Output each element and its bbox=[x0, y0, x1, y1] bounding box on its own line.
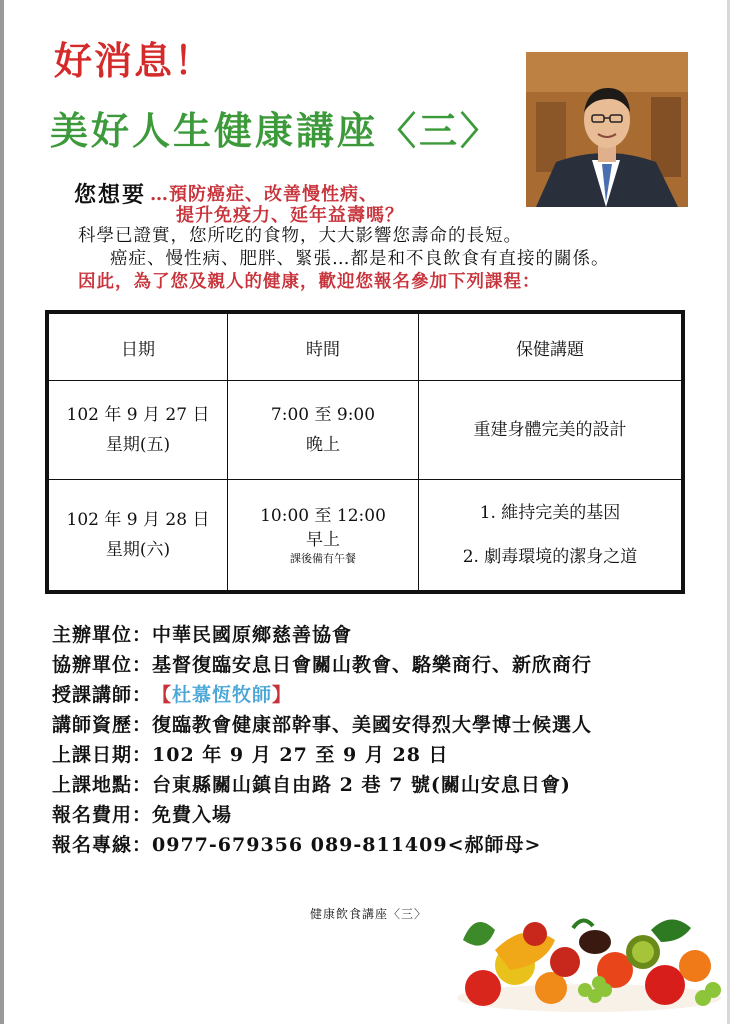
date-cell bbox=[47, 479, 228, 592]
credentials-row bbox=[52, 710, 592, 740]
time-text: 7:00 至 9:00 bbox=[270, 405, 376, 426]
date-text: 102 年 9 月 28 日 bbox=[66, 509, 210, 530]
dates-row bbox=[52, 740, 592, 770]
page-left-edge bbox=[0, 0, 4, 1024]
seminar-title: 美好人生健康講座〈三〉 bbox=[50, 108, 502, 153]
weekday-text: 星期(六) bbox=[105, 539, 171, 560]
dates-label: 上課日期： bbox=[52, 744, 153, 766]
body-line-2: 癌症、慢性病、肥胖、緊張…都是和不良飲食有直接的關係。 bbox=[110, 249, 610, 269]
credentials-value: 復臨教會健康部幹事、美國安得烈大學博士候選人 bbox=[152, 714, 593, 736]
lecturer-name: 杜慕恆牧師 bbox=[172, 684, 273, 706]
co-organizer-row bbox=[52, 650, 592, 680]
topic-item: 1. 維持完美的基因 bbox=[479, 502, 621, 523]
topic-item: 重建身體完美的設計 bbox=[473, 420, 627, 441]
body-line-3: 因此，為了您及親人的健康，歡迎您報名參加下列課程： bbox=[78, 272, 541, 292]
hotline-label: 報名專線： bbox=[52, 834, 153, 856]
fee-row bbox=[52, 800, 592, 830]
schedule-table bbox=[45, 310, 685, 594]
lecturer-label: 授課講師： bbox=[52, 684, 153, 706]
location-row bbox=[52, 770, 592, 800]
fee-label: 報名費用： bbox=[52, 804, 153, 826]
schedule-row bbox=[47, 381, 683, 480]
lecturer-photo bbox=[526, 52, 688, 207]
period-text: 晚上 bbox=[306, 435, 340, 456]
event-info bbox=[52, 620, 592, 860]
schedule-header-row bbox=[47, 312, 683, 381]
hotline-row bbox=[52, 830, 592, 860]
schedule-row bbox=[47, 479, 683, 592]
lecturer-row bbox=[52, 680, 592, 710]
weekday-text: 星期(五) bbox=[105, 435, 171, 456]
date-cell bbox=[47, 381, 228, 480]
topic-item: 2. 劇毒環境的潔身之道 bbox=[462, 546, 638, 567]
period-text: 早上 bbox=[306, 529, 340, 550]
organizer-row bbox=[52, 620, 592, 650]
organizer-value: 中華民國原鄉慈善協會 bbox=[152, 624, 353, 646]
want-line-1: …預防癌症、改善慢性病、 bbox=[150, 184, 378, 205]
credentials-label: 講師資歷： bbox=[52, 714, 153, 736]
organizer-label: 主辦單位： bbox=[52, 624, 153, 646]
co-organizer-label: 協辦單位： bbox=[52, 654, 153, 676]
time-cell bbox=[228, 381, 419, 480]
dates-value: 102 年 9 月 27 至 9 月 28 日 bbox=[152, 744, 449, 766]
footer-note: 健康飲食講座〈三〉 bbox=[310, 907, 428, 921]
body-line-1: 科學已證實，您所吃的食物，大大影響您壽命的長短。 bbox=[78, 226, 522, 246]
hotline-value: 0977-679356 089-811409<郝師母> bbox=[152, 834, 542, 856]
fee-value: 免費入場 bbox=[152, 804, 233, 826]
date-text: 102 年 9 月 27 日 bbox=[66, 405, 210, 426]
want-line-2: 提升免疫力、延年益壽嗎？ bbox=[176, 205, 404, 226]
lunch-note: 課後備有午餐 bbox=[290, 551, 356, 565]
header-date: 日期 bbox=[47, 312, 228, 381]
location-value: 台東縣關山鎮自由路 2 巷 7 號(關山安息日會) bbox=[152, 774, 571, 796]
time-text: 10:00 至 12:00 bbox=[260, 505, 386, 526]
lecturer-bracket-open: 【 bbox=[152, 684, 173, 706]
header-topic: 保健講題 bbox=[419, 312, 684, 381]
location-label: 上課地點： bbox=[52, 774, 153, 796]
topic-cell bbox=[419, 381, 684, 480]
co-organizer-value: 基督復臨安息日會關山教會、駱樂商行、新欣商行 bbox=[152, 654, 593, 676]
header-time: 時間 bbox=[228, 312, 419, 381]
time-cell bbox=[228, 479, 419, 592]
lecturer-bracket-close: 】 bbox=[272, 684, 293, 706]
headline: 好消息！ bbox=[54, 38, 215, 83]
want-label: 您想要 bbox=[74, 182, 147, 208]
topic-cell bbox=[419, 479, 684, 592]
fruit-vegetable-illustration bbox=[455, 870, 723, 1015]
